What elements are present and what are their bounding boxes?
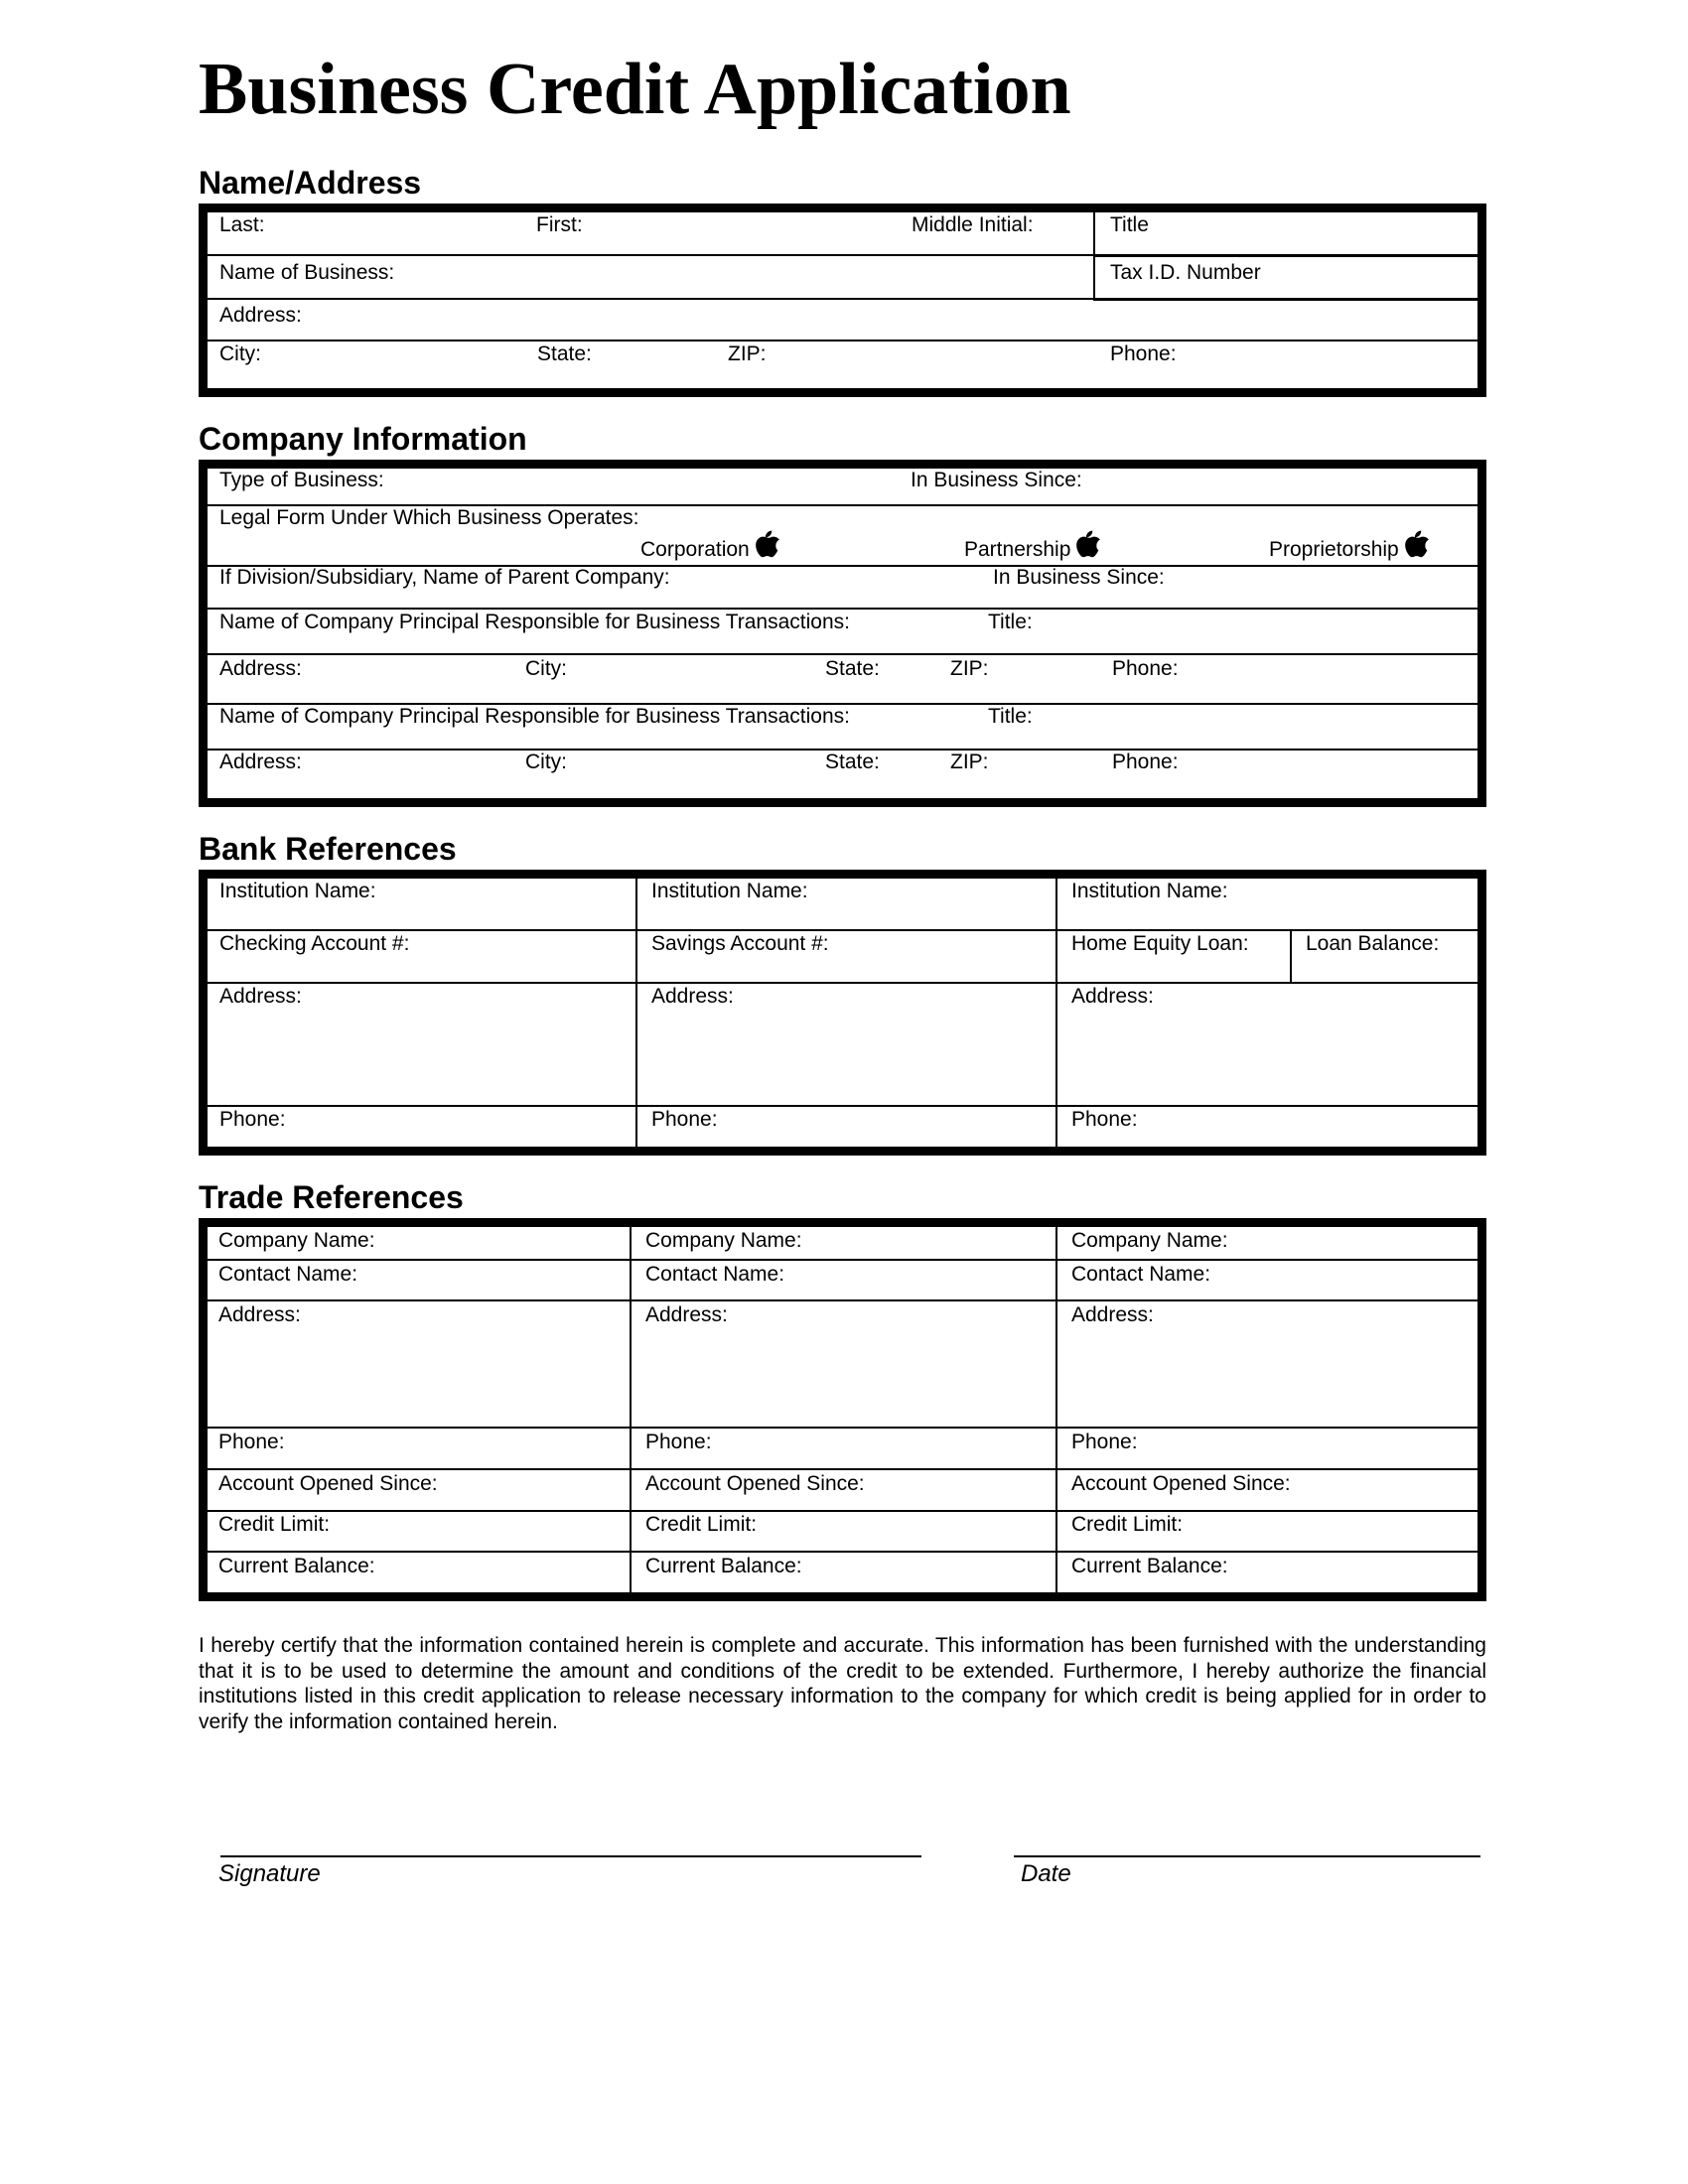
page-title: Business Credit Application xyxy=(199,49,1071,130)
principal-2-phone-field[interactable]: Phone: xyxy=(1112,751,1179,773)
signature-label: Signature xyxy=(218,1860,321,1887)
bank-3-address-field[interactable]: Address: xyxy=(1071,985,1154,1008)
trade-1-current-balance-field[interactable]: Current Balance: xyxy=(218,1555,375,1577)
principal-2-city-field[interactable]: City: xyxy=(525,751,567,773)
apple-checkbox-icon[interactable] xyxy=(1076,530,1100,558)
trade-2-contact-field[interactable]: Contact Name: xyxy=(645,1263,785,1286)
bank-references-inner xyxy=(206,877,1479,1149)
bank-2-phone-field[interactable]: Phone: xyxy=(651,1108,718,1131)
checking-account-field[interactable]: Checking Account #: xyxy=(219,932,410,955)
last-name-field[interactable]: Last: xyxy=(219,213,265,236)
apple-checkbox-icon[interactable] xyxy=(1405,530,1429,558)
city-field[interactable]: City: xyxy=(219,342,261,365)
section-heading-company-information: Company Information xyxy=(199,421,527,457)
home-equity-loan-field[interactable]: Home Equity Loan: xyxy=(1071,932,1249,955)
principal-1-zip-field[interactable]: ZIP: xyxy=(950,657,989,680)
trade-3-credit-limit-field[interactable]: Credit Limit: xyxy=(1071,1513,1184,1536)
loan-balance-field[interactable]: Loan Balance: xyxy=(1306,932,1440,955)
date-line[interactable] xyxy=(1014,1855,1480,1857)
principal-2-address-field[interactable]: Address: xyxy=(219,751,302,773)
tax-id-field[interactable]: Tax I.D. Number xyxy=(1110,261,1261,284)
option-label: Partnership xyxy=(964,538,1071,561)
trade-2-address-field[interactable]: Address: xyxy=(645,1303,728,1326)
trade-2-phone-field[interactable]: Phone: xyxy=(645,1431,712,1453)
legal-form-label: Legal Form Under Which Business Operates: xyxy=(219,506,639,529)
section-heading-name-address: Name/Address xyxy=(199,165,422,201)
parent-company-field[interactable]: If Division/Subsidiary, Name of Parent Company: xyxy=(219,566,670,589)
trade-1-address-field[interactable]: Address: xyxy=(218,1303,301,1326)
principal-1-state-field[interactable]: State: xyxy=(825,657,880,680)
state-field[interactable]: State: xyxy=(537,342,592,365)
bank-1-phone-field[interactable]: Phone: xyxy=(219,1108,286,1131)
principal-2-name-field[interactable]: Name of Company Principal Responsible for Business Transactions: xyxy=(219,705,850,728)
middle-initial-field[interactable]: Middle Initial: xyxy=(912,213,1034,236)
principal-2-title-field[interactable]: Title: xyxy=(988,705,1033,728)
trade-3-address-field[interactable]: Address: xyxy=(1071,1303,1154,1326)
principal-1-address-field[interactable]: Address: xyxy=(219,657,302,680)
trade-1-credit-limit-field[interactable]: Credit Limit: xyxy=(218,1513,331,1536)
apple-checkbox-icon[interactable] xyxy=(756,530,779,558)
business-name-field[interactable]: Name of Business: xyxy=(219,261,395,284)
savings-account-field[interactable]: Savings Account #: xyxy=(651,932,829,955)
in-business-since-field[interactable]: In Business Since: xyxy=(911,469,1082,491)
date-label: Date xyxy=(1021,1860,1071,1887)
bank-1-address-field[interactable]: Address: xyxy=(219,985,302,1008)
option-proprietorship[interactable] xyxy=(1269,530,1429,562)
trade-3-opened-field[interactable]: Account Opened Since: xyxy=(1071,1472,1291,1495)
trade-2-company-field[interactable]: Company Name: xyxy=(645,1229,802,1252)
bank-3-phone-field[interactable]: Phone: xyxy=(1071,1108,1138,1131)
bank-1-institution-field[interactable]: Institution Name: xyxy=(219,880,376,902)
principal-2-zip-field[interactable]: ZIP: xyxy=(950,751,989,773)
bank-3-institution-field[interactable]: Institution Name: xyxy=(1071,880,1228,902)
principal-1-name-field[interactable]: Name of Company Principal Responsible for Business Transactions: xyxy=(219,611,850,633)
option-partnership[interactable] xyxy=(964,530,1100,562)
trade-1-company-field[interactable]: Company Name: xyxy=(218,1229,375,1252)
phone-field[interactable]: Phone: xyxy=(1110,342,1177,365)
title-field[interactable]: Title xyxy=(1110,213,1149,236)
trade-2-current-balance-field[interactable]: Current Balance: xyxy=(645,1555,802,1577)
option-corporation[interactable] xyxy=(640,530,779,562)
address-field[interactable]: Address: xyxy=(219,304,302,327)
trade-3-phone-field[interactable]: Phone: xyxy=(1071,1431,1138,1453)
first-name-field[interactable]: First: xyxy=(536,213,583,236)
signature-line[interactable] xyxy=(220,1855,921,1857)
section-heading-bank-references: Bank References xyxy=(199,831,457,867)
trade-2-credit-limit-field[interactable]: Credit Limit: xyxy=(645,1513,758,1536)
trade-3-current-balance-field[interactable]: Current Balance: xyxy=(1071,1555,1228,1577)
bank-2-address-field[interactable]: Address: xyxy=(651,985,734,1008)
trade-1-phone-field[interactable]: Phone: xyxy=(218,1431,285,1453)
option-label: Corporation xyxy=(640,538,750,561)
option-label: Proprietorship xyxy=(1269,538,1399,561)
principal-1-city-field[interactable]: City: xyxy=(525,657,567,680)
trade-1-opened-field[interactable]: Account Opened Since: xyxy=(218,1472,438,1495)
type-of-business-field[interactable]: Type of Business: xyxy=(219,469,384,491)
trade-3-company-field[interactable]: Company Name: xyxy=(1071,1229,1228,1252)
trade-2-opened-field[interactable]: Account Opened Since: xyxy=(645,1472,865,1495)
trade-3-contact-field[interactable]: Contact Name: xyxy=(1071,1263,1211,1286)
principal-1-phone-field[interactable]: Phone: xyxy=(1112,657,1179,680)
trade-1-contact-field[interactable]: Contact Name: xyxy=(218,1263,358,1286)
trade-references-inner xyxy=(206,1225,1479,1594)
zip-field[interactable]: ZIP: xyxy=(728,342,767,365)
principal-1-title-field[interactable]: Title: xyxy=(988,611,1033,633)
section-heading-trade-references: Trade References xyxy=(199,1179,464,1215)
bank-2-institution-field[interactable]: Institution Name: xyxy=(651,880,808,902)
parent-in-business-since-field[interactable]: In Business Since: xyxy=(993,566,1165,589)
certification-text: I hereby certify that the information contained herein is complete and accurate. This information has been furnished with the understanding that it is to be used to determine the amount and conditions of the credit to be extended. Furthermore, I hereby authorize the financial institutions listed in this credit application to release necessary information to the company for which credit is being applied for in order to verify the information contained herein. xyxy=(199,1634,1486,1733)
principal-2-state-field[interactable]: State: xyxy=(825,751,880,773)
